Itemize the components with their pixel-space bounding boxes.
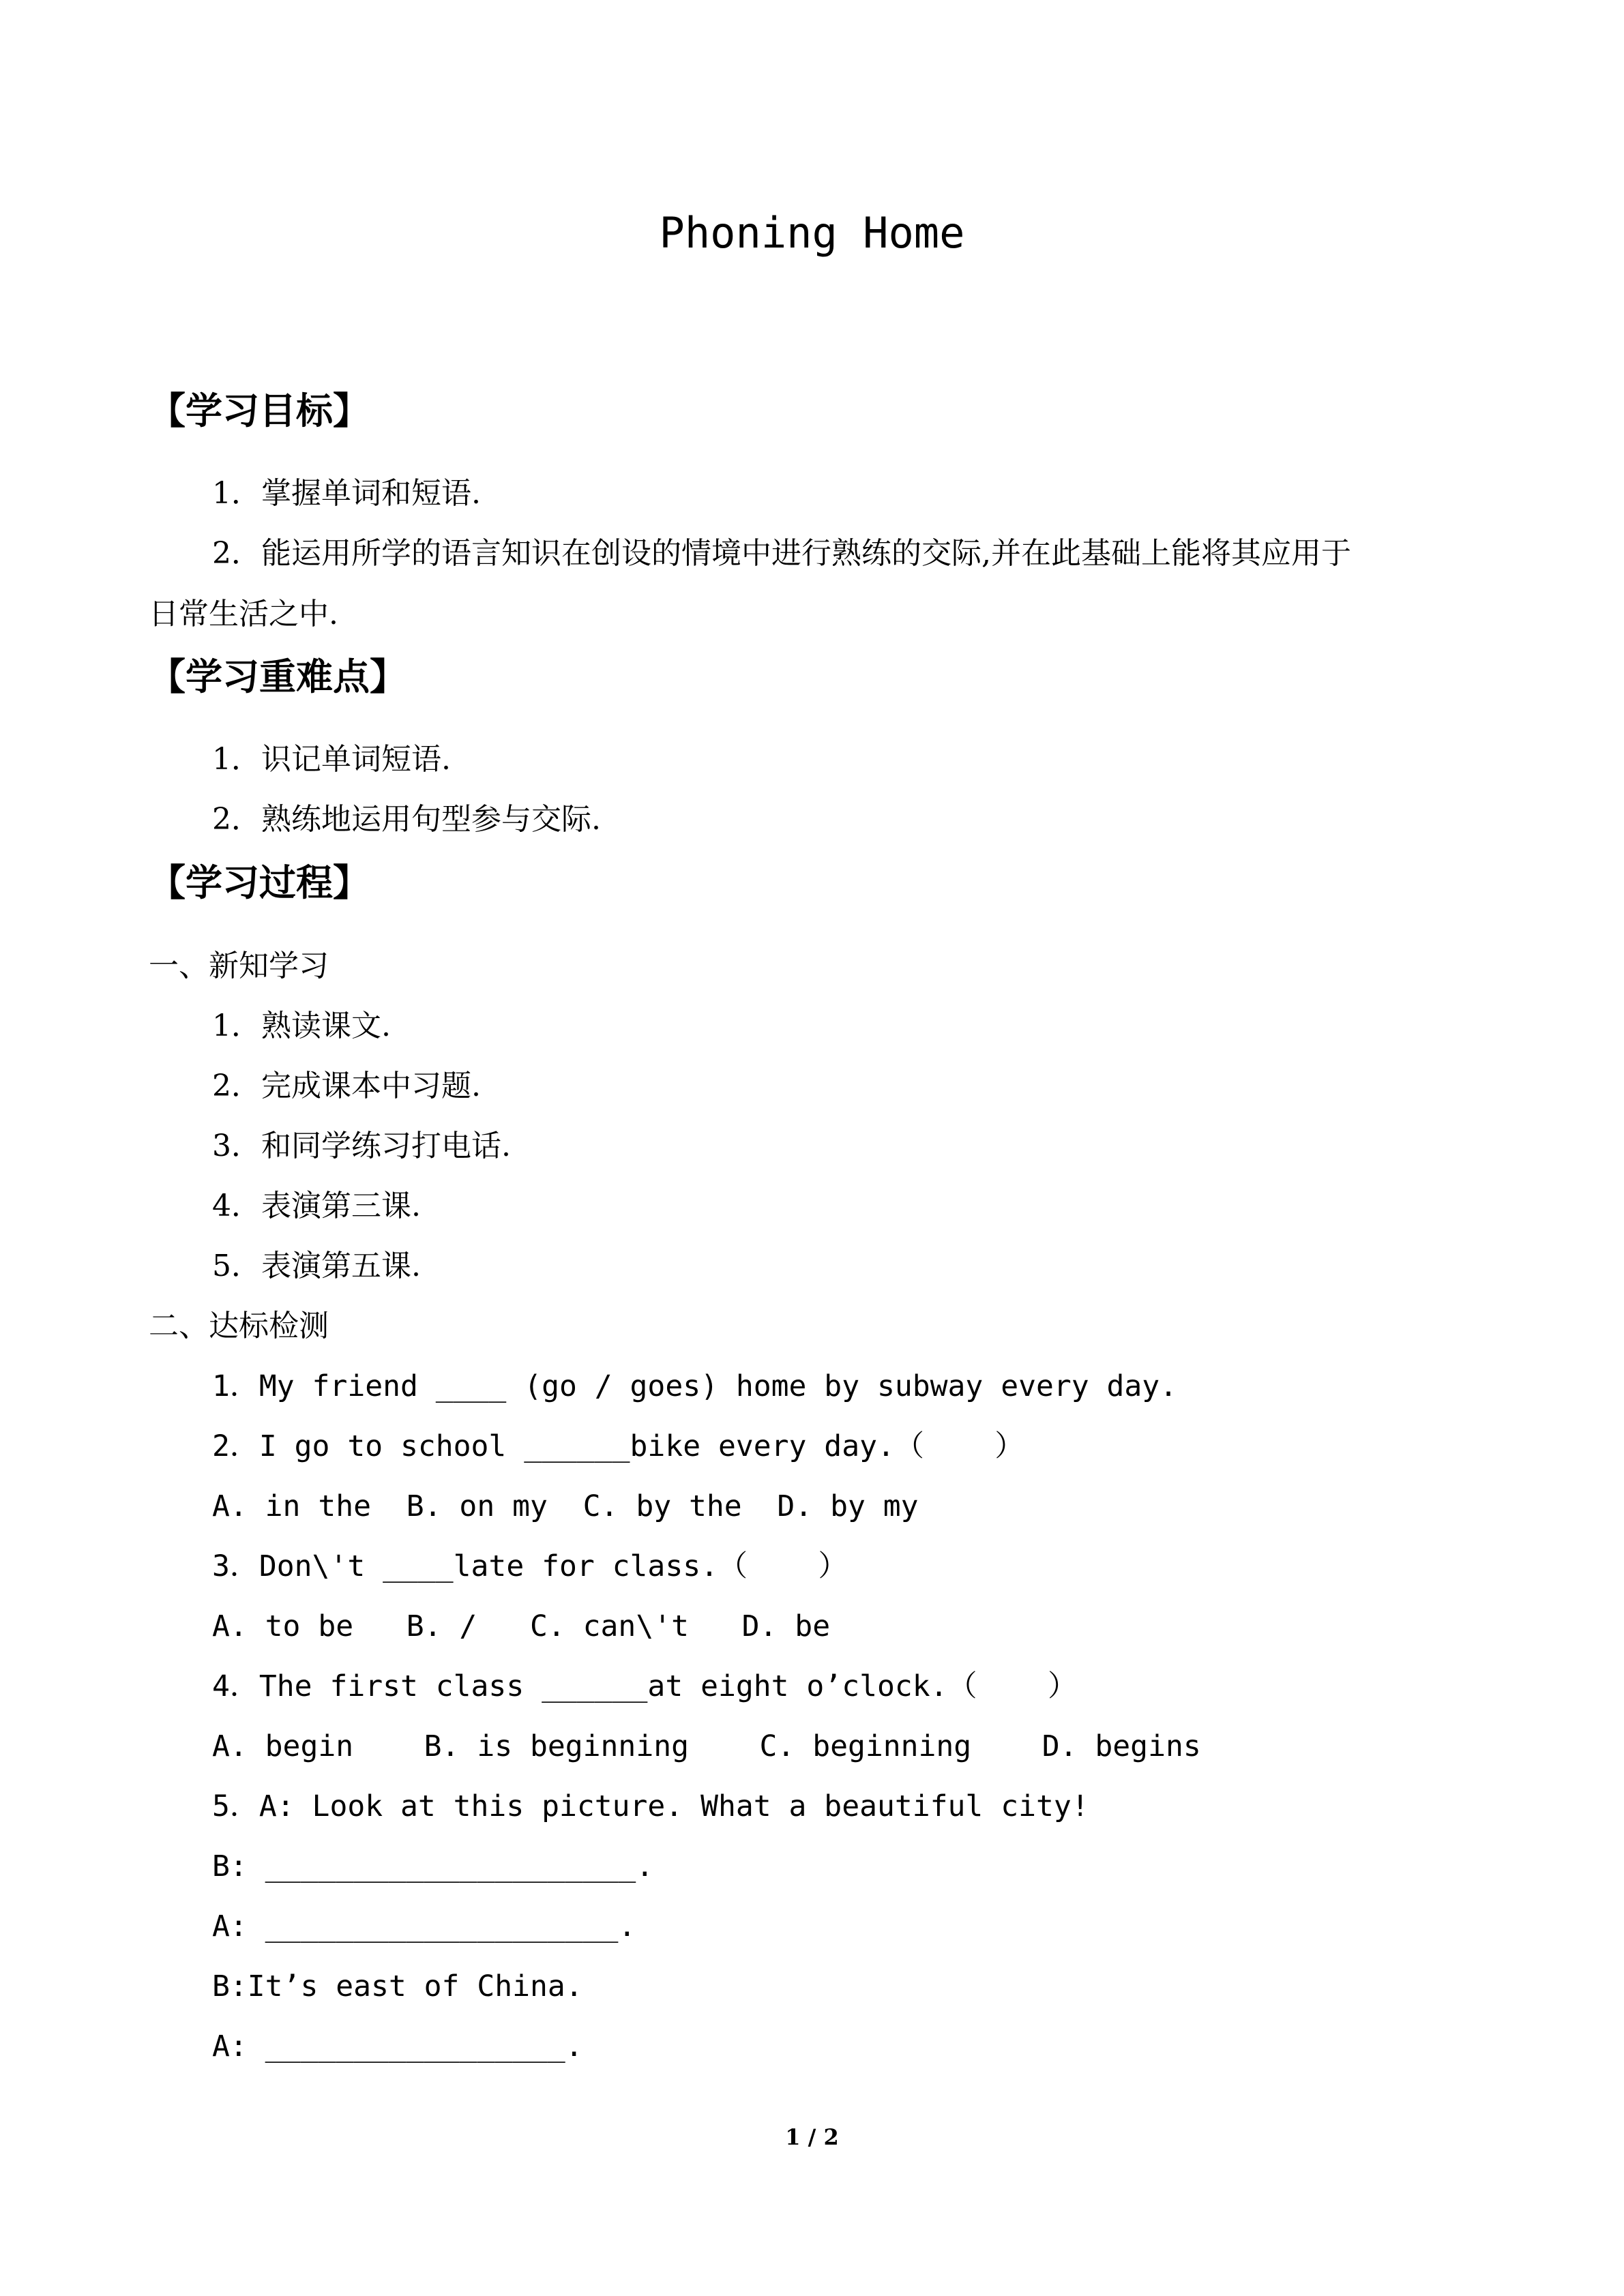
process-part1-item-2: 2．完成课本中习题.: [212, 1069, 481, 1103]
section-heading-objectives: 【学习目标】: [149, 389, 370, 432]
exercise-options-4: A. begin B. is beginning C. beginning D. begins: [212, 1729, 1201, 1763]
objective-item-2: 2．能运用所学的语言知识在创设的情境中进行熟练的交际,并在此基础上能将其应用于: [212, 536, 1351, 571]
objective-item-2-continued: 日常生活之中.: [149, 597, 338, 631]
exercise-line-1: 1．My friend ____ (go / goes) home by subway every day.: [212, 1369, 1178, 1403]
exercise-options-3: A. to be B. / C. can\'t D. be: [212, 1609, 831, 1643]
process-part2-title: 二、达标检测: [149, 1309, 329, 1343]
process-part1-title: 一、新知学习: [149, 949, 329, 983]
dialogue-line-a1: A: ____________________.: [212, 1909, 636, 1943]
exercise-line-4: 4．The first class ______at eight o’clock.（ ）: [212, 1669, 1078, 1703]
section-heading-process: 【学习过程】: [149, 861, 370, 904]
process-part1-item-5: 5．表演第五课.: [212, 1249, 421, 1283]
page-number: 1 / 2: [785, 2124, 839, 2150]
key-point-item-1: 1．识记单词短语.: [212, 742, 451, 777]
dialogue-line-b1: B: _____________________.: [212, 1849, 654, 1883]
section-heading-key-points: 【学习重难点】: [149, 655, 407, 698]
exercise-line-2: 2．I go to school ______bike every day.（ ）: [212, 1429, 1024, 1463]
exercise-line-3: 3．Don\'t ____late for class.（ ）: [212, 1549, 848, 1583]
process-part1-item-3: 3．和同学练习打电话.: [212, 1129, 511, 1163]
exercise-line-5: 5．A: Look at this picture. What a beautiful city!: [212, 1789, 1089, 1823]
page-title: Phoning Home: [659, 208, 965, 258]
process-part1-item-1: 1．熟读课文.: [212, 1009, 391, 1043]
exercise-options-2: A. in the B. on my C. by the D. by my: [212, 1489, 919, 1523]
key-point-item-2: 2．熟练地运用句型参与交际.: [212, 802, 601, 837]
dialogue-line-b2: B:It’s east of China.: [212, 1969, 583, 2003]
process-part1-item-4: 4．表演第三课.: [212, 1189, 421, 1223]
objective-item-1: 1．掌握单词和短语.: [212, 476, 481, 511]
dialogue-line-a2: A: _________________.: [212, 2029, 583, 2063]
